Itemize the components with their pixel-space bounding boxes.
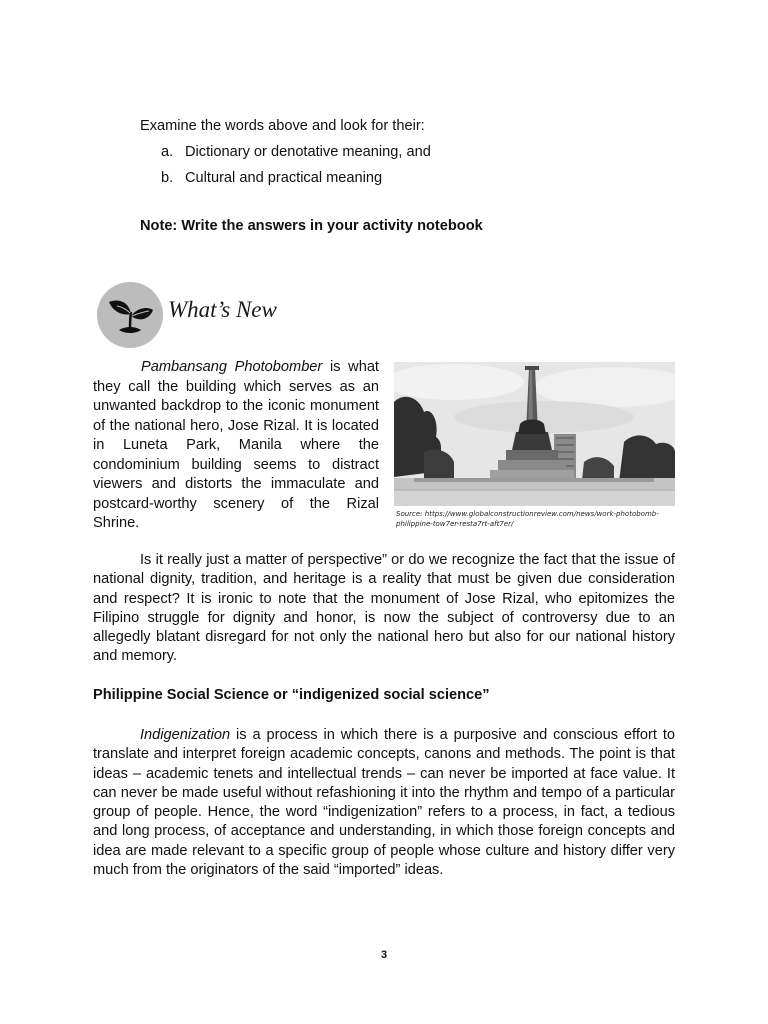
rizal-monument-photo: [394, 362, 675, 506]
intro-text: is what they call the building which serves as an unwanted backdrop to the iconic monument of the national hero, Jose Rizal. It is located in Luneta Park, Manila where the condominium building seems to distract viewers and distorts the immaculate and postcard-worthy scenery of the Rizal Shrine.: [93, 359, 379, 531]
paragraph-text: is a process in which there is a purposive and conscious effort to translate and interpret foreign academic concepts, canons and methods. The point is that ideas – academic tenets and intellectual trends – can never be imported at face value. It can never be made useful without refashioning it into the rhythm and tempo of a particular group of people. Hence, the word “indigenization” refers to a process, in fact, a tedious and long process, of acceptance and understanding, in which those foreign concepts and idea are made relevant to a specific group of people whose culture and history differ very much from the originators of the said “imported” ideas.: [93, 727, 675, 879]
list-text: Dictionary or denotative meaning, and: [185, 144, 431, 160]
intro-term: Pambansang Photobomber: [141, 359, 323, 375]
sprout-icon: [97, 282, 163, 348]
section-title: What’s New: [168, 297, 277, 322]
list-letter: a.: [161, 144, 174, 160]
photo-source: Source: https://www.globalconstructionreview.com/news/work-photobomb-philippine-tow7er-resta7rt-aft7er/: [396, 510, 659, 528]
page-number: 3: [380, 949, 388, 961]
list-item: [161, 143, 660, 162]
paragraph: [93, 726, 675, 880]
intro-paragraph: [93, 358, 379, 534]
paragraph-text: Is it really just a matter of perspective” or do we recognize the fact that the issue of national dignity, tradition, and heritage is a reality that must be given due consideration and respect? It is ironic to note that the monument of Jose Rizal, who epitomizes the Filipino struggle for dignity and honor, is now the subject of controversy due to an allegedly blatant disregard for not only the national hero but also for our national history and memory.: [93, 552, 675, 665]
paragraph: [93, 551, 675, 667]
instructions: [140, 117, 660, 195]
instructions-lead: Examine the words above and look for their:: [140, 118, 425, 134]
section-heading: Philippine Social Science or “indigenized social science”: [93, 687, 490, 703]
paragraph-term: Indigenization: [140, 727, 231, 743]
list-text: Cultural and practical meaning: [185, 170, 383, 186]
list-letter: b.: [161, 170, 174, 186]
list-item: [161, 169, 660, 188]
note: Note: Write the answers in your activity notebook: [140, 218, 483, 234]
